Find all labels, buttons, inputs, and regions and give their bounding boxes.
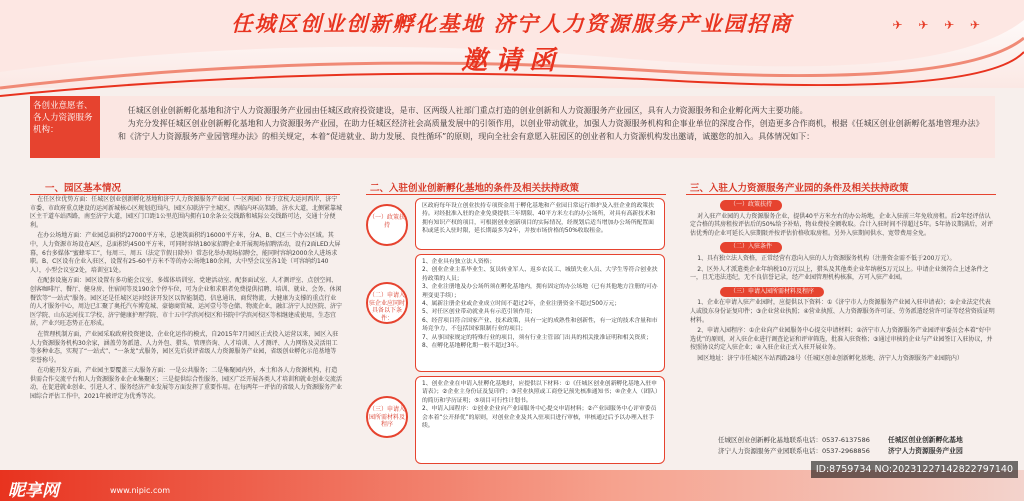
birds-icon: ✈ ✈ ✈ ✈ — [892, 18, 986, 32]
tag-policy: （一）政策扶持 — [720, 200, 782, 211]
paragraph: 园区地址：济宁市任城区车站西路28号（任城区创业创新孵化基地、济宁人力资源服务产业园院内） — [697, 354, 963, 362]
image-id-box — [811, 461, 1018, 478]
paragraph: 在功能开发方面，产业园主要覆盖三大服务方面：一是公共服务；二是集聚园内外，本土和各人力资源机构，打造供需合作交流平台和人力资源服务业企业集聚区；三是提供综合性服务，园区广泛开展各类人才培训和就业创业交流活动，在促进就业创业、引进人才、服务经济产业发展等方面发挥了重要作用。在每两年一评估的省级人力资源服务产业园综合评估工作中，2021年被评定为优秀等次。 — [30, 367, 343, 401]
list-item: 3、企业注册地及办公场所须在孵化基地内，拥有固定的办公场地（已有其他地方注册的可办理变更手续）； — [422, 284, 658, 299]
intro-paragraph-1: 任城区创业创新孵化基地和济宁人力资源服务产业园由任城区政府投资建设，是市、区两级人社部门重点打造的创业创新和人力资源服务产业园区，具有人力资源服务和企业孵化两大主要功能。 — [127, 106, 808, 115]
section-3-title: 三、入驻人力资源服务产业园的条件及相关扶持政策 — [690, 183, 909, 194]
title-line-1: 任城区创业创新孵化基地 济宁人力资源服务产业园招商 — [231, 12, 793, 36]
divider — [30, 194, 340, 195]
contact-org: 任城区创业创新孵化基地 — [888, 436, 963, 444]
list-item: 8、在孵化基地孵化期一般不超过3年。 — [422, 343, 523, 350]
list-item: 2、申请入园程序：①创业企业向产业园服务中心提交申请材料；②产业园服务中心评审委员会本着“公开择优”的原则，对创业企业及其入驻项目进行审核，审核通过后予以办理入驻手续。 — [422, 406, 657, 430]
policy-box: 区政府每年设立创业扶持专项资金用于孵化基地和产业园日常运行维护及入驻企业的政策扶持。对经批准入驻的企业免费提供三年期限、40平方米左右的办公场所，对具有高新技术和拥有知识产权的项目，可根据创业创新项目的实际情况，经规划后适当增加办公场所配置面积或延长入驻时限，延长期最多为2年，并按市场价格的50%收取租金。 — [415, 198, 665, 250]
tag-conditions: （二）入驻条件 — [720, 242, 782, 253]
badge-policy: （一）政策扶持 — [366, 204, 408, 246]
tag-materials: （三）申请入园所需材料及程序 — [720, 287, 824, 298]
section-3-body — [690, 198, 996, 366]
paragraph: 2、区外人才派遣类企业年纳税10万元以上，猎头及其他类企业年纳税5万元以上。申请企业须符合上述条件之一，且无违法违纪，无不良信誉记录，经产业园管理机构核准，方可入驻产业园。 — [690, 265, 989, 282]
contact-orgs — [888, 435, 963, 457]
conditions-box — [415, 254, 665, 372]
paragraph: 在配套设施方面：园区设置有多功能会议室、多媒体培训室、党建活动室、配套面试室、人才测评室、点创空间、创客咖啡厅、餐厅、健身房、住宿间等及190余个停车位，可为企业和求职者免费提供招聘、培训、就业、会务、休闲餐饮等“一站式”服务。园区还是任城区运河经济开发区以智能制造、信息通讯、商贸物流、大健康为支撑的重点行业的人才服务中心，周边已汇聚了奥托汽车博览城、豪德商贸城、运河壹号等仓储、物流企业，融汇济宁人民医院、济宁医学院、山东运河技工学校、济宁健康护理学院、市十五中学滨河校区和书院中学滨河校区等相继建成使用，生态宜居，产业兴旺态势正在形成。 — [30, 277, 343, 328]
section-2-title: 二、入驻创业创新孵化基地的条件及相关扶持政策 — [370, 183, 580, 194]
watermark-logo: 昵享网 — [8, 481, 59, 501]
image-id: ID:8759734 NO:20231227142822797140 — [815, 464, 1013, 475]
list-item: 6、经营项目符合国家产业、技术政策，具有一定的成熟性和创新性，有一定的技术含量和市场竞争力，不包括国家限制行业的项目； — [422, 317, 658, 333]
list-item: 1、企业具有独立法人资格； — [422, 259, 496, 265]
watermark-url: www.nipic.com — [110, 486, 171, 495]
badge-materials: （三）申请入园所需材料及程序 — [366, 396, 408, 438]
paragraph: 对入驻产业园的人力资源服务企业，提供40平方米左右的办公场地，企业入驻前三年免收房租。后2年经评估认定合格的其房租按评估后的50%给予补贴，物业费按全额收取。合计入驻时间不得超过5年。5年协议期满后，对评估优秀的企业可延长入驻期限并按评估价格收取房租。另外入驻期间供水、宽带费用全免。 — [690, 212, 993, 237]
intro-box — [100, 96, 995, 158]
list-item: 5、对任区创业带动就业具有示范引领作用； — [422, 309, 536, 316]
divider — [366, 194, 666, 195]
badge-conditions: （二）申请入驻企业应同时具备以下条件： — [366, 282, 408, 324]
contact-line: 任城区创业创新孵化基地联系电话：0537-6137586 — [718, 436, 870, 444]
paragraph: 1、具有独立法人资格，正常经营有意向入驻的人力资源服务机构（注册资金需不低于200万元）。 — [697, 254, 956, 262]
list-item: 4、属新注册企业或企业成立时间不超过2年，企业注册资金不超过500万元； — [422, 301, 621, 308]
contact-phone: 0537-6137586 — [822, 436, 870, 444]
contact-label: 任城区创业创新孵化基地联系电话 — [718, 436, 816, 444]
list-item: 2、创业企业主系毕业生、复员转业军人、返乡农民工、城镇失业人员、大学生等符合创业扶持政策的人员； — [422, 267, 658, 282]
title-line-2: 邀请函 — [460, 46, 563, 76]
list-item: 7、从事国家规定的特殊行业的项目，须有行业主管部门出具的相关批准证明和相关资质； — [422, 334, 652, 341]
section-1-body — [30, 196, 342, 404]
materials-box — [415, 376, 665, 464]
intro-tag: 各创业意愿者、各人力资源服务机构： — [30, 96, 100, 158]
contact-org: 济宁人力资源服务产业园 — [888, 447, 963, 455]
paragraph: 1、企业在申请入驻产业园时，应提供以下资料：①《济宁市人力资源服务产业园入驻申请表》；②企业法定代表人或股东身份证复印件；③企业营业执照；④营业执照、人力资源服务许可证、劳务派遣经营许可证等经营资质证明材料。 — [690, 299, 995, 324]
paragraph: 2、申请入园程序：①企业向产业园服务中心提交申请材料；②济宁市人力资源服务产业园评审委员会本着“好中选优”的原则，对入驻企业进行调查论证和评审筛选，批准入驻资格；③通过审核的企业与产业园签订入驻协议，并按照协议约定入驻企业；④入驻企业正式入驻开展业务。 — [690, 327, 993, 352]
divider — [686, 194, 996, 195]
section-1-title: 一、园区基本情况 — [45, 183, 122, 194]
list-item: 1、创业企业在申请入驻孵化基地时，应提供以下材料：①《任城区创业创新孵化基地入驻申请表》；②企业主身份证及复印件；③营业执照或工商登记预先核准通知书；④企业人（团队）的简历和学历证明；⑤项目可行性计划书。 — [422, 381, 658, 404]
paragraph: 在任区位优势方面：任城区创业创新孵化基地和济宁人力资源服务产业园（一区两园）位于京杭大运河西岸，济宁市委、市政府重点建设的运河新城核心区规划范围内，园区东联济宁主城区，西临内环高架路，济水大道，北侧紧靠城区主干道车站西路，南至济宁大道，园区门口距1公里范围内拥有10余条公交线路和城际公交线路可达，交通十分便利。 — [30, 196, 343, 229]
contact-list — [718, 435, 870, 457]
header-background — [0, 0, 1024, 88]
contact-label: 济宁人力资源服务产业园联系电话 — [718, 447, 816, 455]
contact-line: 济宁人力资源服务产业园联系电话：0537-2968856 — [718, 447, 870, 455]
intro-paragraph-2: 为充分发挥任城区创业创新孵化基地和人力资源服务产业园，在助力任城区经济社会高质量发展中的引领作用，以创业带动就业，加强人力资源服务机构和企事业单位的深度合作，创造更多合作商机，根据《任城区创业创新孵化基地管理办法》和《济宁人力资源服务产业园管理办法》的相关规定，本着“促进就业、助力发展、良性循环”的原则，现向全社会有意愿入驻园区的创业者和人力资源机构发出邀请，诚邀您的加入。具体情况如下： — [118, 119, 984, 141]
paragraph: 在办公场地方面：产业园总面积约27000平方米，总建筑面积约16000平方米，分A、B、C区三个办公区域。其中，人力资源市场设在A区，总面积约4500平方米，可同时容纳180家招聘企业开展现场招聘活动，设有2面LED大屏幕，6台多媒体“蜜蜂零工”，每周三、周五（法定节假日除外）常态化举办现场招聘会，能同时容纳2000余人进场求职。B、C区设有企业入驻区，设置有25-60平方米不等的办公场地180余间，大中型会议室各1处（可容纳约140人），小型会议室2处，培训室1处。 — [30, 232, 341, 274]
paragraph: 在管理机制方面，产业园采取政府投资建设、企业化运作的模式，自2015年7月园区正式投入运营以来，园区入驻人力资源服务机构30余家，涵盖劳务派遣、人力外包、猎头、管理咨询、人才培训、人才测评、人力网络及灵活用工等多种业态，实现了“一站式”、“一条龙”式服务，园区先后获评省级人力资源服务产业园，省级创业孵化示范基地等荣誉称号。 — [30, 330, 339, 364]
contact-phone: 0537-2968856 — [822, 447, 870, 455]
